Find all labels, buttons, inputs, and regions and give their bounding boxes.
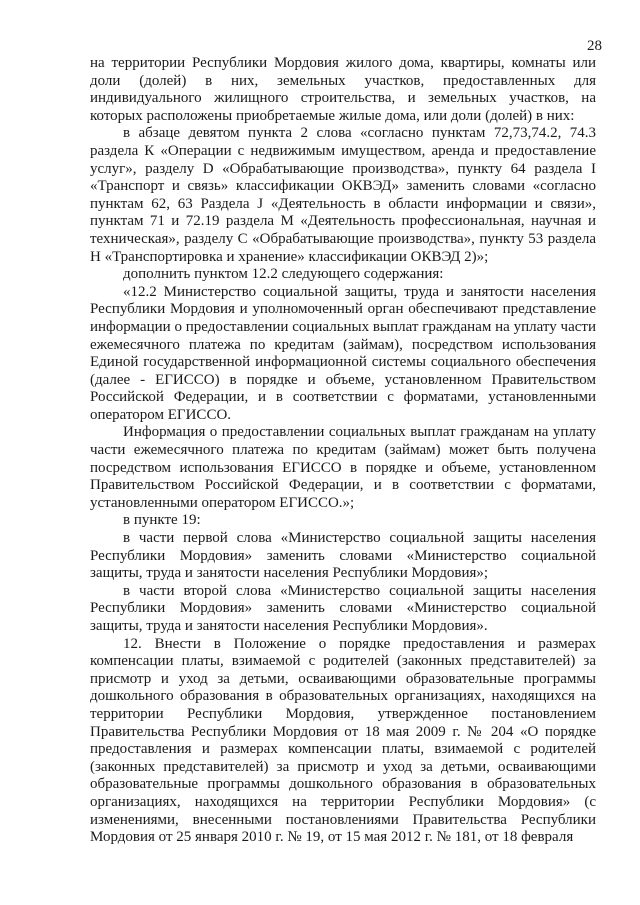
- paragraph-section-12: 12. Внести в Положение о порядке предоставления и размерах компенсации платы, взимаемой с родителей (законных представителей) за присмотр и уход за детьми, осваивающими образовательные программы дошкольного образования в образовательных организациях, находящихся на территории Республики Мордовия, утвержденное постановлением Правительства Республики Мордовия от 18 мая 2009 г. № 204 «О порядке предоставления и размерах компенсации платы, взимаемой с родителей (законных представителей) за присмотр и уход за детьми, осваивающими образовательные программы дошкольного образования в образовательных организациях, находящихся на территории Республики Мордовия» (с изменениями, внесенными постановлениями Правительства Республики Мордовия от 25 января 2010 г. № 19, от 15 мая 2012 г. № 181, от 18 февраля: [90, 635, 596, 846]
- paragraph-part-one: в части первой слова «Министерство социальной защиты населения Республики Мордовия» заменить словами «Министерство социальной защиты, труда и занятости населения Республики Мордовия»;: [90, 530, 596, 582]
- paragraph-item-2-amendment: в абзаце девятом пункта 2 слова «согласно пунктам 72,73,74.2, 74.3 раздела К «Операции с недвижимым имуществом, аренда и предоставление услуг», разделу D «Обрабатывающие производства», пункту 64 раздела I «Транспорт и связь» классификации ОКВЭД» заменить словами «согласно пунктам 62, 63 Раздела J «Деятельность в области информации и связи», пунктам 71 и 72.19 раздела М «Деятельность профессиональная, научная и техническая», разделу С «Обрабатывающие производства», пункту 53 раздела Н «Транспортировка и хранение» классификации ОКВЭД 2)»;: [90, 125, 596, 265]
- paragraph-12-2-text: «12.2 Министерство социальной защиты, труда и занятости населения Республики Мордовия и уполномоченный орган обеспечивают представление информации о предоставлении социальных выплат гражданам на уплату части ежемесячного платежа по кредитам (займам), посредством использования Единой государственной информационной системы социального обеспечения (далее - ЕГИССО) в порядке и объеме, установленном Правительством Российской Федерации, и в соответствии с форматами, установленными оператором ЕГИССО.: [90, 283, 596, 423]
- paragraph-continuation: на территории Республики Мордовия жилого дома, квартиры, комнаты или доли (долей) в них, земельных участков, предоставленных для индивидуального жилищного строительства, и земельных участков, на которых расположены приобретаемые жилые дома, или доли (долей) в них:: [90, 55, 596, 124]
- page-number: 28: [587, 38, 602, 54]
- paragraph-item-19: в пункте 19:: [123, 512, 201, 529]
- paragraph-information: Информация о предоставлении социальных выплат гражданам на уплату части ежемесячного платежа по кредитам (займам) может быть получена посредством использования ЕГИССО в порядке и объеме, установленном Правительством Российской Федерации, и в соответствии с форматами, установленными оператором ЕГИССО.»;: [90, 424, 596, 511]
- paragraph-part-two: в части второй слова «Министерство социальной защиты населения Республики Мордовия» заменить словами «Министерство социальной защиты, труда и занятости населения Республики Мордовия».: [90, 582, 596, 634]
- paragraph-add-12-2: дополнить пунктом 12.2 следующего содержания:: [123, 266, 444, 283]
- document-body: [90, 55, 596, 847]
